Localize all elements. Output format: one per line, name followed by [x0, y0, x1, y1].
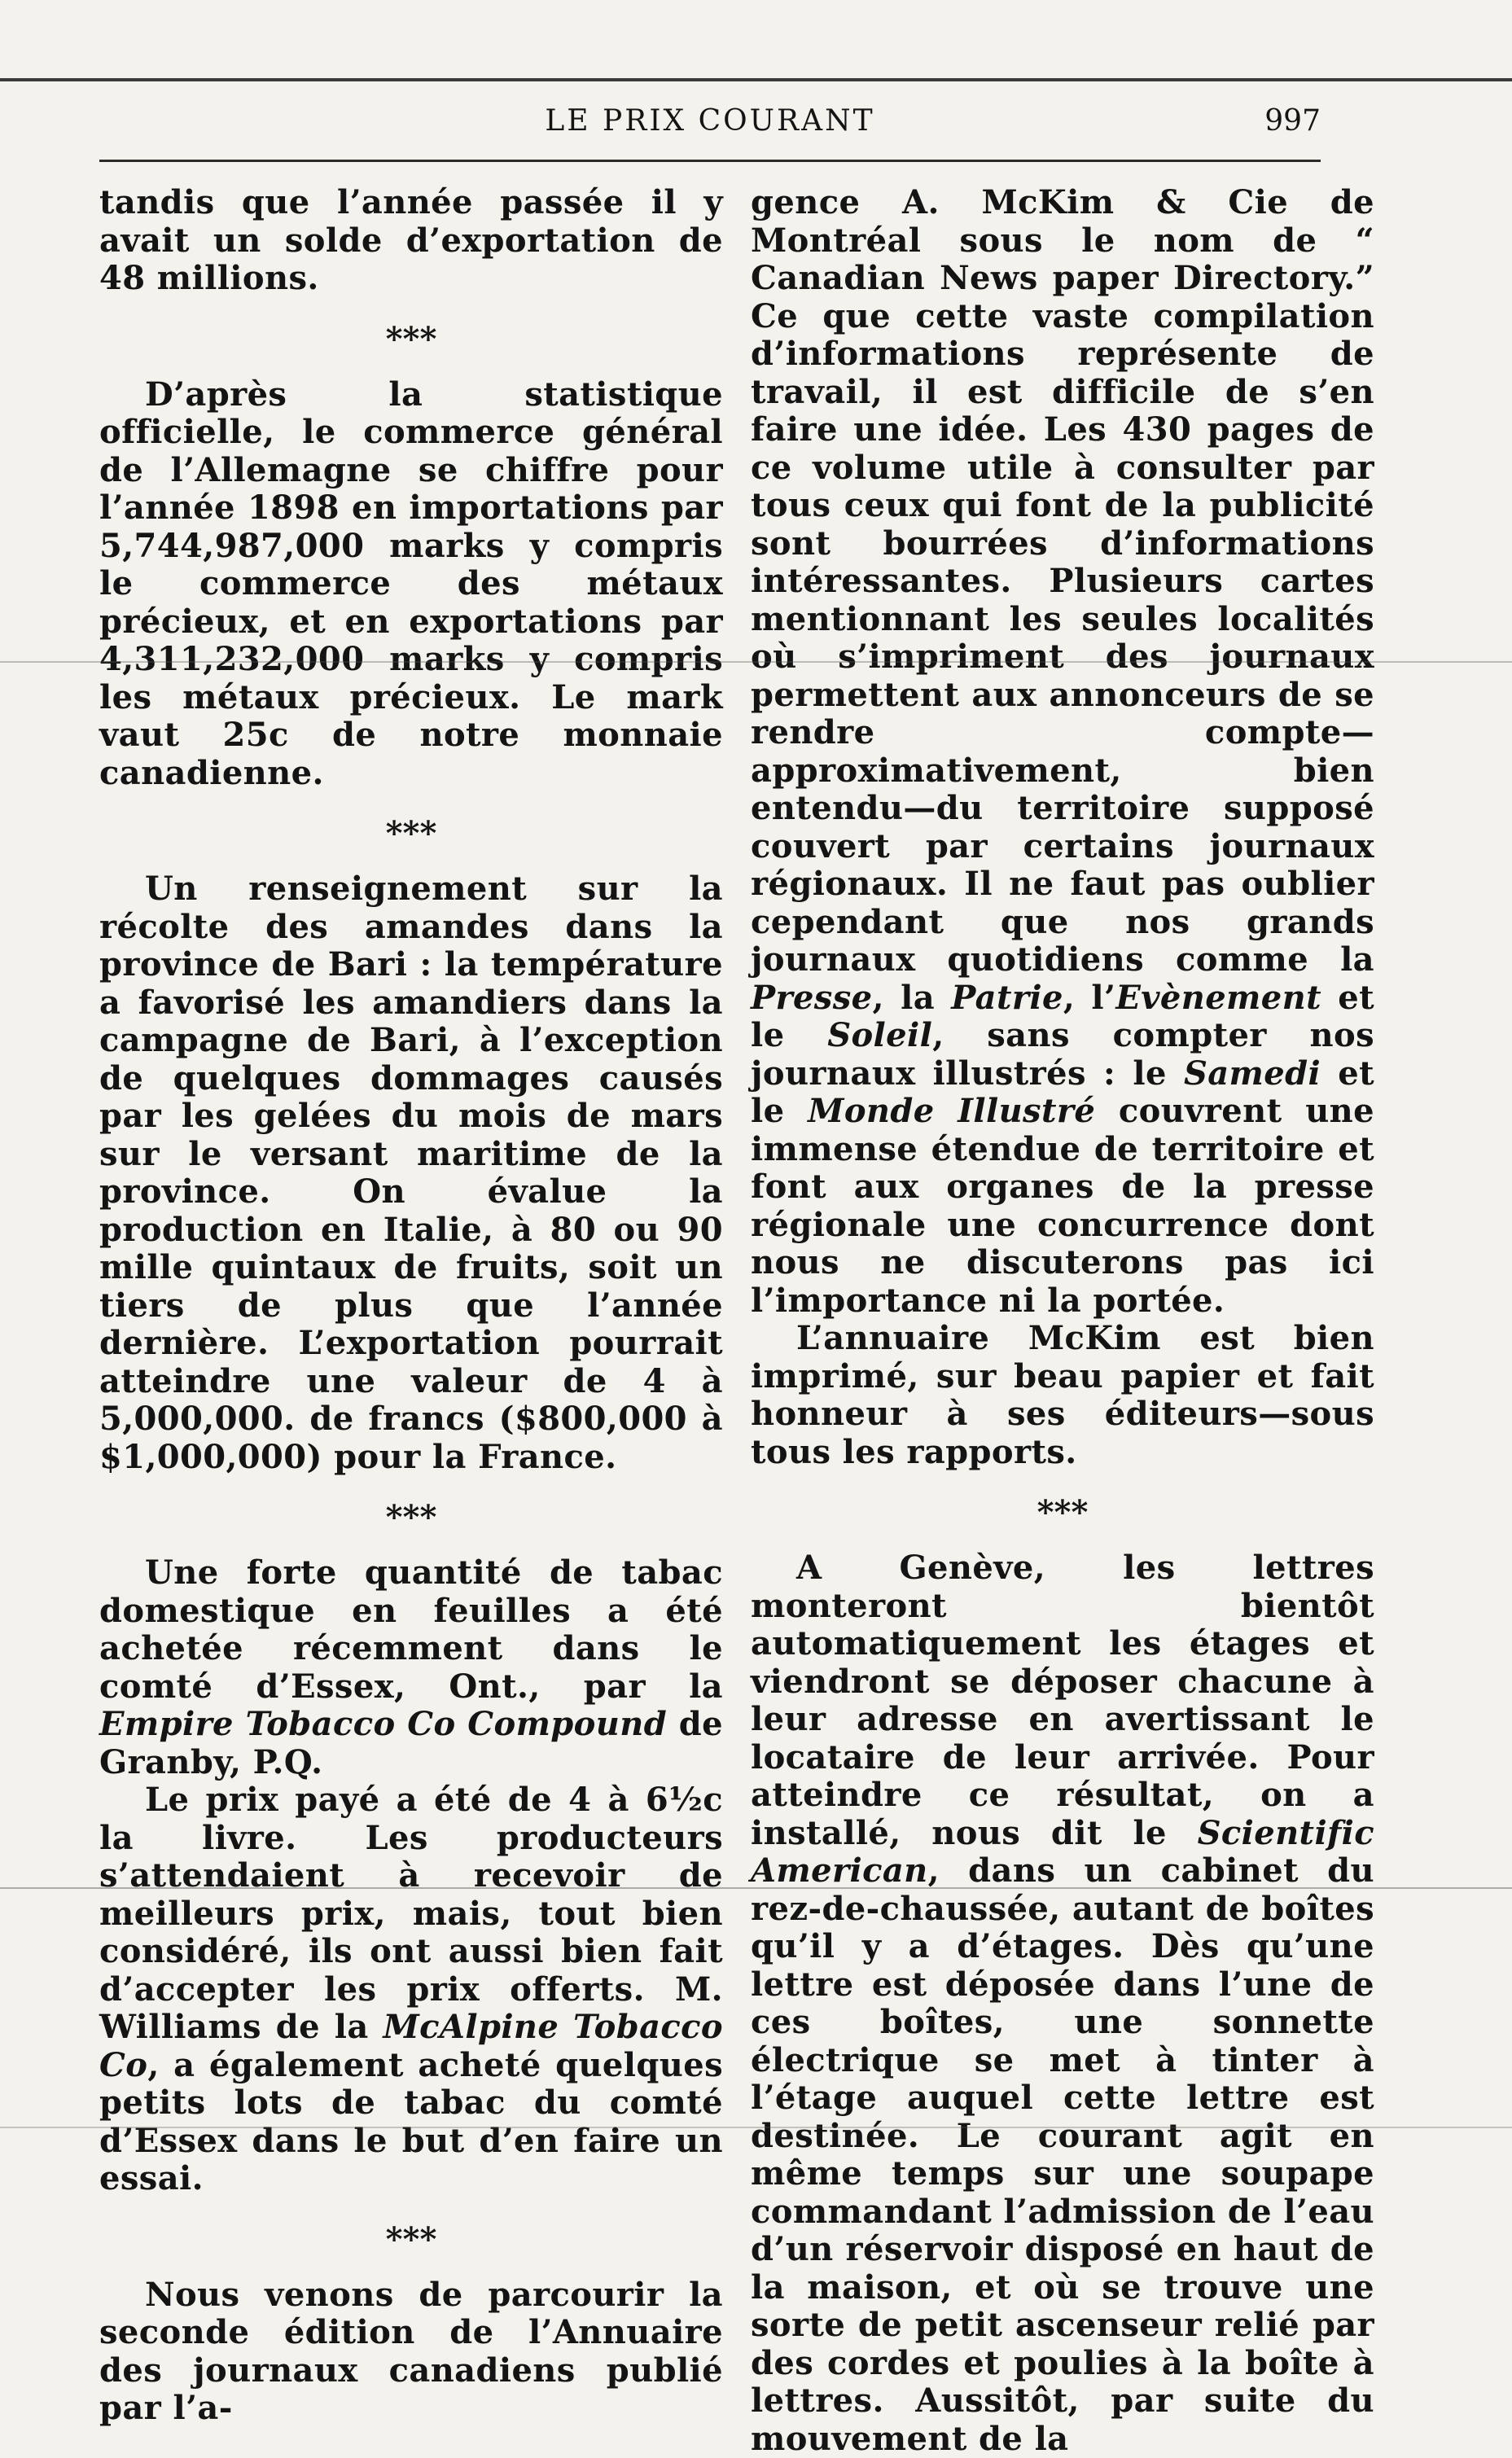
scan-artifact-line [0, 2127, 1512, 2128]
page-number: 997 [1264, 104, 1321, 138]
header-rule [99, 160, 1321, 162]
section-separator: *** [1036, 1493, 1089, 1531]
paragraph-bari-almonds: Un renseignement sur la récolte des amandes dans la province de Bari : la température a favorisé les amandiers dans la campagne de Bari, à l’exception de quelques dommages causés par les gelées du mois de mars sur le versant maritime de la province. On évalue la production en Italie, à 80 ou 90 mille quintaux de fruits, soit un tiers de plus que l’année dernière. L’exportation pourrait atteindre une valeur de 4 à 5,000,000. de francs ($800,000 à $1,000,000) pour la France. [99, 870, 723, 1476]
paragraph-germany-trade: D’après la statistique officielle, le commerce général de l’Allemagne se chiffre pour l’année 1898 en importations par 5,744,987,000 marks y compris le commerce des métaux précieux, et en exportations par 4,311,232,000 marks y compris les métaux précieux. Le mark vaut 25c de notre monnaie canadienne. [99, 375, 723, 792]
paragraph-mckim-praise: L’annuaire McKim est bien imprimé, sur beau papier et fait honneur à ses éditeurs—sous tous les rapports. [751, 1319, 1374, 1471]
left-column [99, 183, 723, 2427]
paragraph-mckim-directory: gence A. McKim & Cie de Montréal sous le nom de “ Canadian News paper Directory.” Ce que cette vaste compilation d’informations représente de travail, il est difficile de s’en faire une idée. Les 430 pages de ce volume utile à consulter par tous ceux qui font de la publicité sont bourrées d’informations intéressantes. Plusieurs cartes mentionnant les seules localités où s’impriment des journaux permettent aux annonceurs de se rendre compte—approximativement, bien entendu—du territoire supposé couvert par certains journaux régionaux. Il ne faut pas oublier cependant que nos grands journaux quotidiens comme la Presse, la Patrie, l’Evènement et le Soleil, sans compter nos journaux illustrés : le Samedi et le Monde Illustré couvrent une immense étendue de territoire et font aux organes de la presse régionale une concurrence dont nous ne discuterons pas ici l’importance ni la portée. [751, 183, 1375, 1320]
scan-artifact-line [0, 661, 1512, 663]
page-header [99, 104, 1321, 143]
right-column [751, 183, 1375, 2458]
section-separator: *** [385, 319, 437, 358]
running-title: LE PRIX COURANT [545, 104, 875, 138]
paragraph-geneva-letters: A Genève, les lettres monteront bientôt automatiquement les étages et viendront se déposer chacune à leur adresse en avertissant le locataire de leur arrivée. Pour atteindre ce résultat, on a installé, nous dit le Scientific American, dans un cabinet du rez-de-chaussée, autant de boîtes qu’il y a d’étages. Dès qu’une lettre est déposée dans l’une de ces boîtes, une sonnette électrique se met à tinter à l’étage auquel cette lettre est destinée. Le courant agit en même temps sur une soupape commandant l’admission de l’eau d’un réservoir disposé en haut de la maison, et où se trouve une sorte de petit ascenseur relié par des cordes et poulies à la boîte à lettres. Aussitôt, par suite du mouvement de la [751, 1549, 1374, 2458]
section-separator: *** [385, 2219, 437, 2259]
section-separator: *** [385, 814, 437, 852]
scan-artifact-line [0, 1887, 1512, 1889]
section-separator: *** [385, 1498, 437, 1536]
paragraph-annuaire-intro: Nous venons de parcourir la seconde édition de l’Annuaire des journaux canadiens publié par l’a- [99, 2275, 723, 2427]
paragraph-essex-tobacco: Une forte quantité de tabac domestique en feuilles a été achetée récemment dans le comté d’Essex, Ont., par la Empire Tobacco Co Compound de Granby, P.Q. [99, 1553, 723, 1781]
paragraph-tobacco-prices: Le prix payé a été de 4 à 6½c la livre. Les producteurs s’attendaient à recevoir de meilleurs prix, mais, tout bien considéré, ils ont aussi bien fait d’accepter les prix offerts. M. Williams de la McAlpine Tobacco Co, a également acheté quelques petits lots de tabac du comté d’Essex dans le but d’en faire un essai. [99, 1781, 723, 2197]
top-scan-rule [0, 78, 1512, 81]
paragraph-continuation: tandis que l’année passée il y avait un solde d’exportation de 48 millions. [99, 183, 723, 297]
